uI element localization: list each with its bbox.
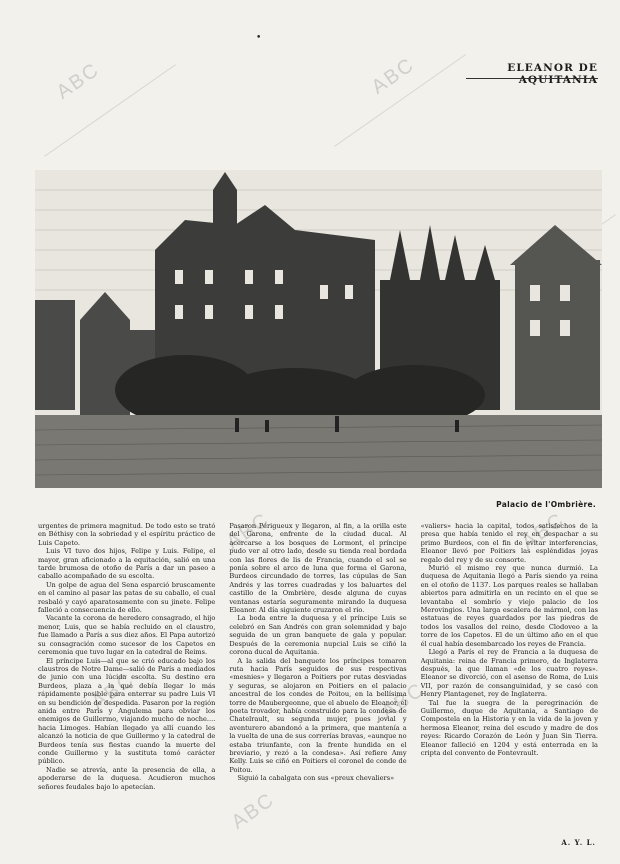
palace-engraving xyxy=(35,170,602,488)
watermark: ABC xyxy=(227,788,279,834)
paragraph: Llegó a París el rey de Francia a la duquesa de Aquitania: reina de Francia primero, de Inglaterra después, la que llaman «de los cuatro reyes». Eleanor se divorció, con el asenso de Roma, de Luis VII, por razón de consanguinidad, y se casó con Henry Plantagenet, rey de Inglaterra. xyxy=(420,648,598,699)
watermark: ABC xyxy=(517,508,569,554)
paragraph: Siguió la cabalgata con sus «preux chevaliers» xyxy=(237,774,395,783)
paragraph: El príncipe Luis—al que se crió educado bajo los claustros de Notre Dame—salió de París a mediados de junio con una lúcida escolta. Su destino era Burdeos, plaza a la que debía llegar lo más rápidamente posible para enterrar su padre Luis VI en su bendición de despedida. Pasaron por la región anida entre París y Angulema para obviar los enemigos de Guillermo, viajando mucho de noche.... hacia Limoges. Habían llegado ya allí cuando les alcanzó la noticia de que Guillermo y la catedral de Burdeos tenía sus fiestas cuando la muerte del conde Guillermo y la sustituta tomó carácter público. xyxy=(38,656,216,766)
paragraph: «valiers» hacia la capital, todos satisfechos de la presa que había tenido el rey en despachar a su primo Burdeos, con el fin de evitar interferencias, Eleanor llevó por Poitiers las espléndidas joyas regalo del rey y de su consorte. xyxy=(420,522,598,564)
paragraph: Vacante la corona de heredero consagrado, el hijo menor, Luis, que se había recluido en el claustro, fue llamado a París a sus diez años. El Papa autorizó su consagración como sucesor de los Capetos en ceremonia que tuvo lugar en la catedral de Reims. xyxy=(38,614,216,657)
paragraph: La boda entre la duquesa y el príncipe Luis se celebró en San Andrés con gran solemnidad y bajo seguida de un gran banquete de gala y popular. Después de la ceremonia nupcial Luis se ciñó la corona ducal de Aquitania. xyxy=(229,614,407,657)
watermark: ABC xyxy=(377,678,429,724)
section-title: ELEANOR DE AQUITANIA xyxy=(507,62,598,86)
figure-caption: Palacio de l'Ombrière. xyxy=(496,500,596,509)
watermark: ABC xyxy=(52,58,104,104)
paragraph: A la salida del banquete los príncipes tomaron ruta hacia París seguidos de sus respectivas «mesnies» y llegaron a Poitiers por rutas desviadas y seguras, se alojaron en Poitiers en el palacio ancestral de los condes de Poitou, en la bellísima torre de Maubergeonne, que el abuelo de Eleanor, el poeta trovador, había construido para la condesa de Chatelrault, su segunda mujer, pues jovial y aventurero abandonó a la primera, que mantenía a la vuelta de una de sus correrías bravas, «aunque no estaba triunfante, con la frente hundida en el breviario, y rezó a la condesa». Así refiere Amy Kelly. Luis se ciñó en Poitiers el coronel de conde de Poitou. xyxy=(229,656,407,774)
page-mark: • xyxy=(256,33,262,43)
paragraph: Pasaron Périgueux y llegaron, al fin, a la orilla este del Garona, enfrente de la ciudad ducal. Al acercarse a los bosques de Lormont, el príncipe pudo ver al otro lado, desde su tienda real bordada con las flores de lis de Francia, cuando el sol se ponía sobre el arco de luna que forma el Garona, Burdeos circundado de torres, las cúpulas de San Andrés y las torres cuadradas y los baluartes del castillo de la Ombrière, desde alguna de cuyas ventanas estaría seguramente mirando la duquesa Eleanor. Al día siguiente cruzaron el río. xyxy=(229,522,407,615)
watermark-line xyxy=(334,54,466,147)
author-signature: A. Y. L. xyxy=(561,838,596,847)
paragraph: Tal fue la suegra de la peregrinación de Guillermo, duque de Aquitania, a Santiago de Compostela en la Historia y en la vida de la joven y hermosa Eleanor, reina del escudo y madre de dos reyes: Ricardo Corazón de León y Juan Sin Tierra. Eleanor falleció en 1204 y está enterrada en la cripta del convento de Fontevrault. xyxy=(420,698,598,757)
article-body xyxy=(38,522,598,852)
paragraph: urgentes de primera magnitud. De todo esto se trató en Béthisy con la sobriedad y el espíritu práctico de Luis Capeto. xyxy=(38,522,216,547)
paragraph: Murió el mismo rey que nunca durmió. La duquesa de Aquitania llegó a París siendo ya reina en el otoño de 1137. Los parques reales se hallaban abiertos para admitirla en un recinto en el que se levantaba el sombrío y viejo palacio de los Merovingios. Una larga escalera de mármol, con las estatuas de reyes guardados por las piedras de todos los vasallos del reino, desde Clodoveo a la torre de los Capetos. El de un último año en el que él cual había desembarcado los reyes de Francia. xyxy=(420,564,598,648)
article-column-3 xyxy=(421,522,598,852)
article-column-2 xyxy=(229,522,406,852)
watermark: ABC xyxy=(87,668,139,714)
watermark-line xyxy=(44,64,176,157)
paragraph: Un golpe de agua del Sena esparció bruscamente en el camino al pasar las patas de su caballo, el cual resbaló y cayó aparatosamente con su jinete. Felipe falleció a consecuencia de ello. xyxy=(38,580,216,615)
article-column-1 xyxy=(38,522,215,852)
watermark: ABC xyxy=(222,508,274,554)
paragraph: Luis VI tuvo dos hijos, Felipe y Luis. Felipe, el mayor, gran aficionado a la equitación, salió en una tarde brumosa de otoño de París a dar un paseo a caballo acompañado de su escolta. xyxy=(38,547,216,581)
header-rule xyxy=(466,78,598,79)
watermark: ABC xyxy=(367,53,419,99)
paragraph: Nadie se atrevía, ante la presencia de ella, a apoderarse de la duquesa. Acudieron muchos señores feudales bajo lo apetecían. xyxy=(38,765,216,791)
